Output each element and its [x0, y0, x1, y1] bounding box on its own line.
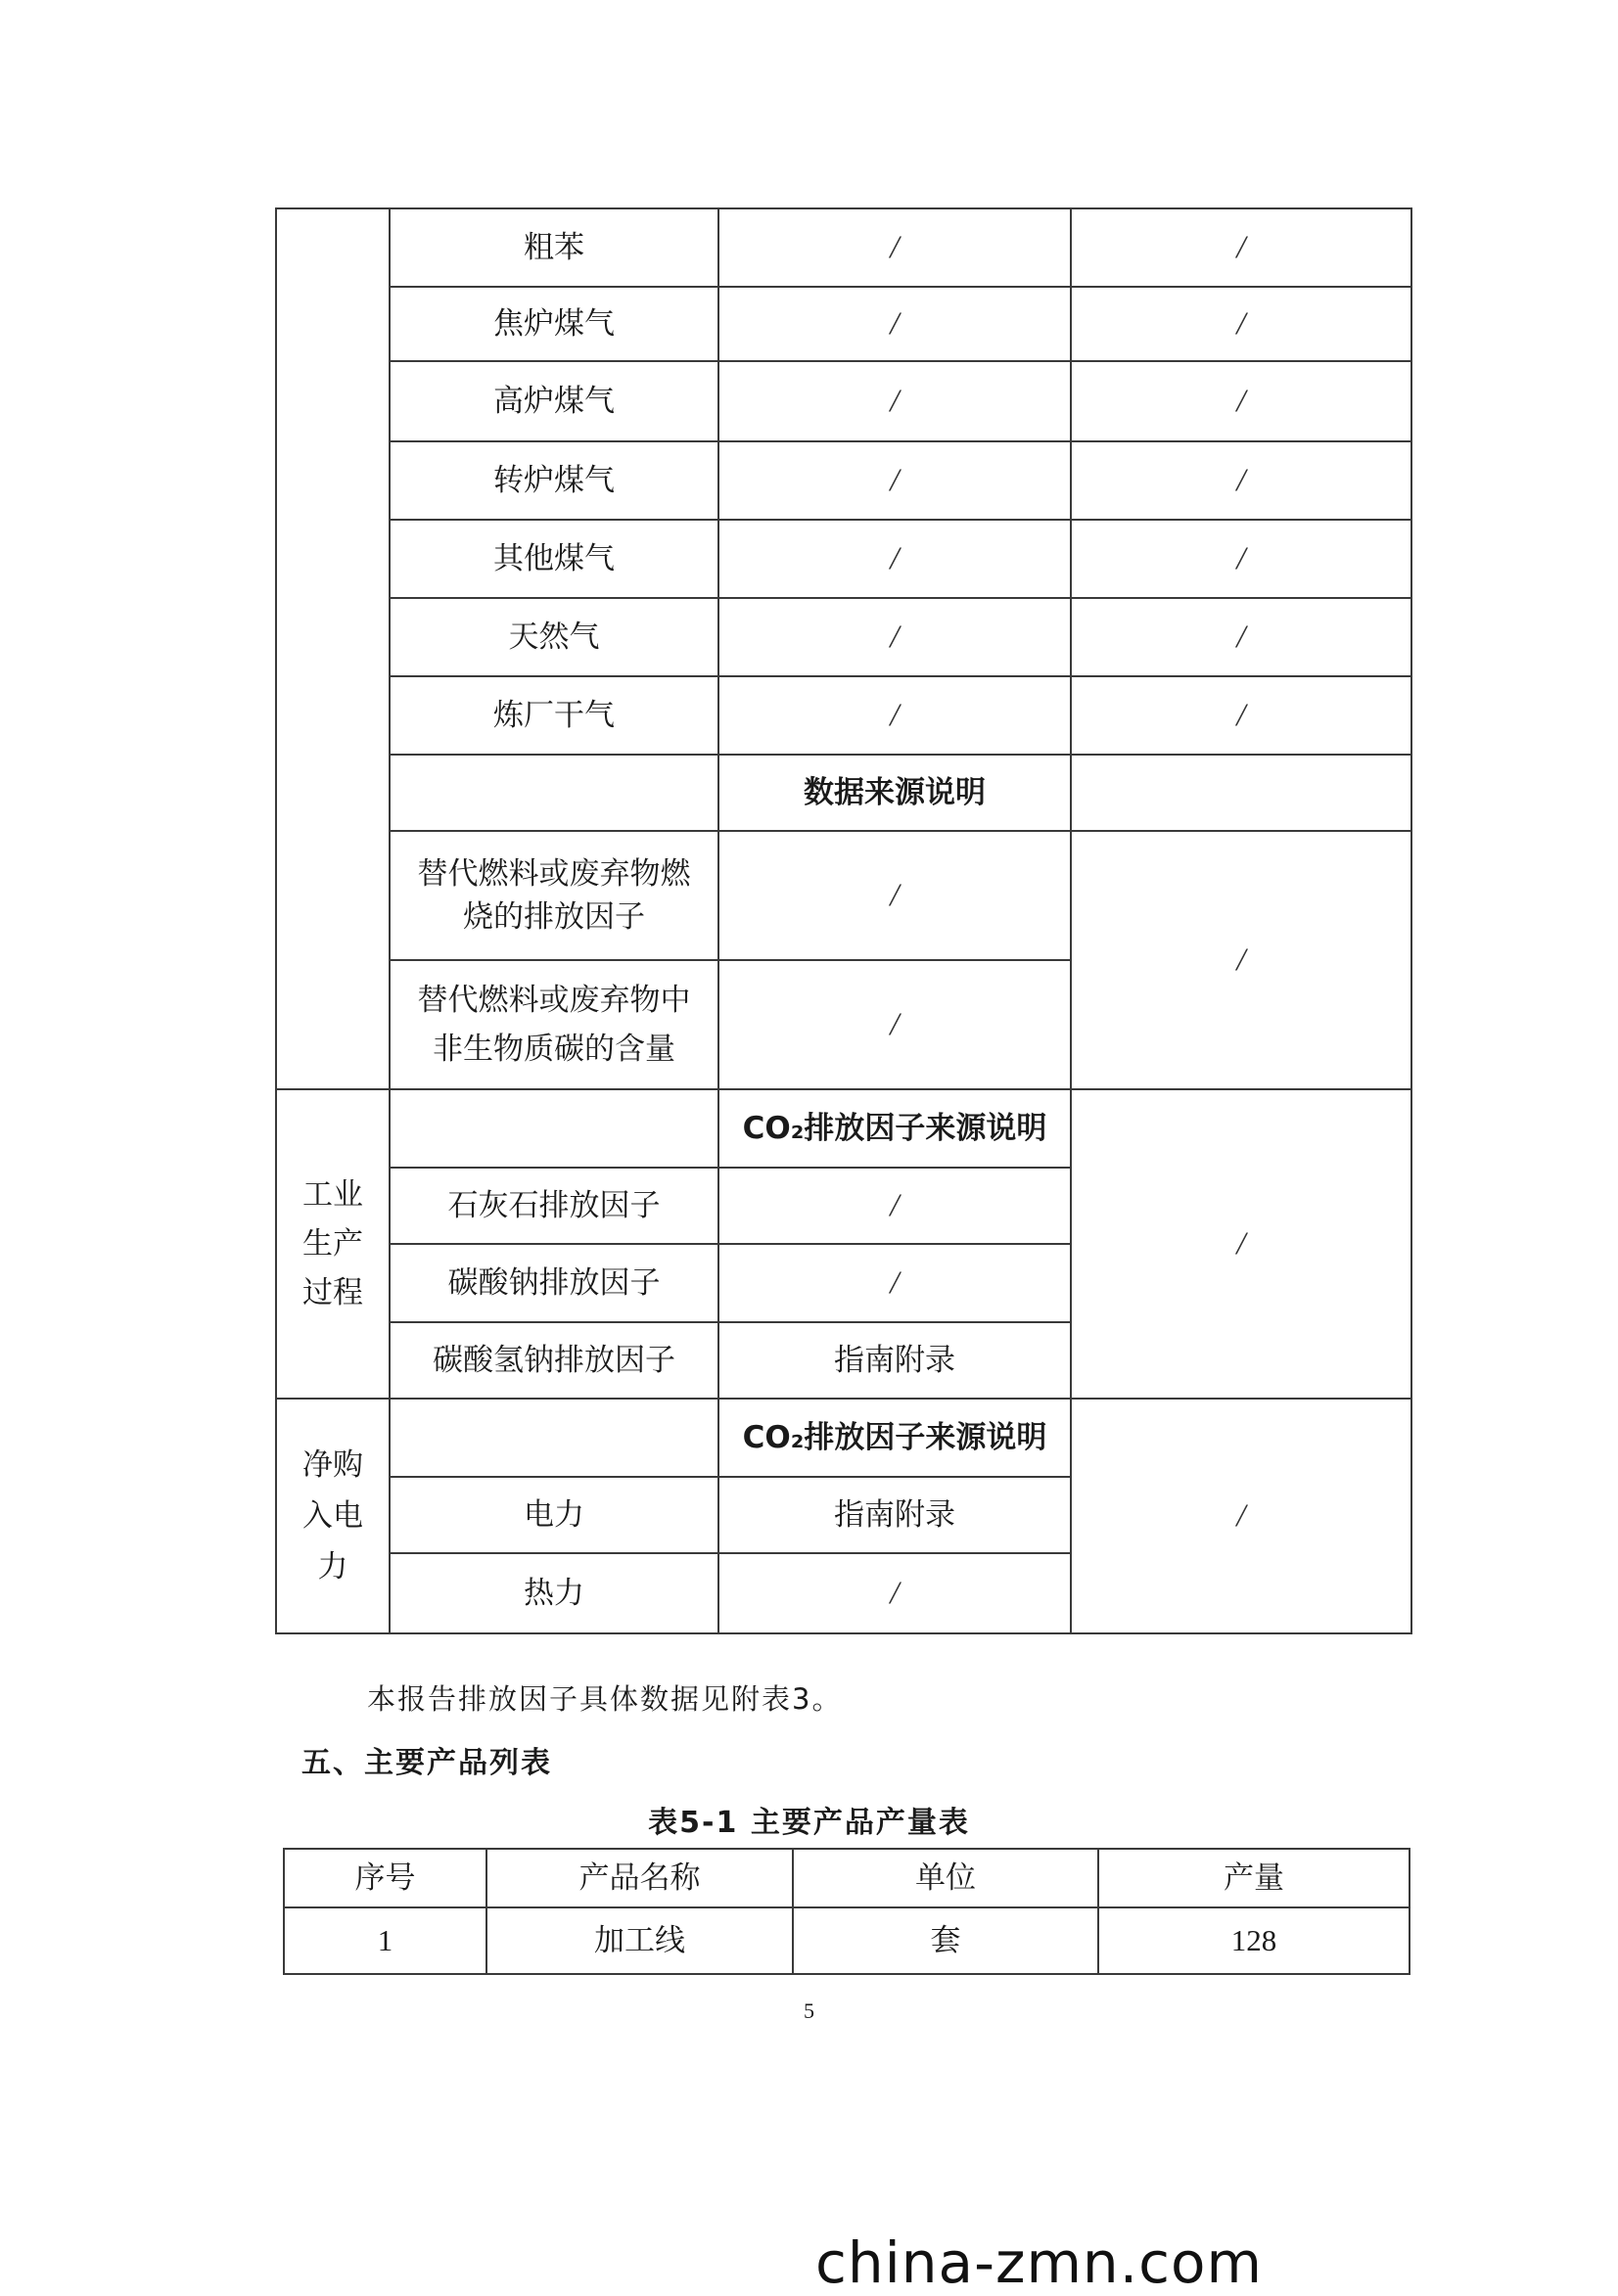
table-row [276, 441, 1411, 520]
table-row [276, 676, 1411, 755]
category-cell-blank [276, 208, 390, 1089]
product-unit: 套 [793, 1907, 1098, 1974]
table-caption: 表5-1 主要产品产量表 [648, 1806, 970, 1840]
value-cell: / [718, 1553, 1071, 1633]
value-cell: 指南附录 [718, 1477, 1071, 1553]
alt-fuel-name: 替代燃料或废弃物燃烧的排放因子 [390, 831, 718, 960]
factor-name: 电力 [390, 1477, 718, 1553]
product-table [283, 1848, 1410, 1975]
value-cell: / [1071, 520, 1411, 598]
alt-fuel-name: 替代燃料或废弃物中非生物质碳的含量 [390, 960, 718, 1089]
page-number: 5 [804, 1998, 814, 2023]
table-row [284, 1907, 1410, 1974]
table-row [276, 1089, 1411, 1168]
factor-name: 石灰石排放因子 [390, 1168, 718, 1244]
fuel-name: 高炉煤气 [390, 361, 718, 441]
fuel-name: 焦炉煤气 [390, 287, 718, 361]
column-header: 序号 [284, 1849, 486, 1907]
section-heading: 五、主要产品列表 [301, 1746, 552, 1780]
product-name: 加工线 [486, 1907, 793, 1974]
category-label: 净购入电力 [276, 1399, 390, 1633]
value-cell: / [718, 441, 1071, 520]
fuel-name: 炼厂干气 [390, 676, 718, 755]
value-cell: / [718, 1244, 1071, 1322]
merged-value-cell: / [1071, 831, 1411, 1089]
empty-cell [390, 1399, 718, 1477]
column-header: 产量 [1098, 1849, 1410, 1907]
row-number: 1 [284, 1907, 486, 1974]
watermark: china-zmn.com [815, 2229, 1264, 2296]
merged-value-cell: / [1071, 1089, 1411, 1399]
source-header: CO₂排放因子来源说明 [718, 1399, 1071, 1477]
value-cell: / [1071, 676, 1411, 755]
value-cell: / [718, 361, 1071, 441]
value-cell: / [1071, 361, 1411, 441]
table-row [276, 361, 1411, 441]
value-cell: / [1071, 287, 1411, 361]
value-cell: / [1071, 441, 1411, 520]
column-header: 产品名称 [486, 1849, 793, 1907]
column-header: 单位 [793, 1849, 1098, 1907]
category-label: 工业生产过程 [276, 1089, 390, 1399]
source-header: CO₂排放因子来源说明 [718, 1089, 1071, 1168]
empty-cell [390, 755, 718, 831]
value-cell: / [718, 287, 1071, 361]
table-row [276, 755, 1411, 831]
table-row [276, 208, 1411, 287]
factor-name: 碳酸氢钠排放因子 [390, 1322, 718, 1399]
emission-factor-table [275, 207, 1412, 1634]
fuel-name: 天然气 [390, 598, 718, 676]
value-cell: / [718, 960, 1071, 1089]
fuel-name: 粗苯 [390, 208, 718, 287]
table-row [276, 831, 1411, 960]
merged-value-cell: / [1071, 1399, 1411, 1633]
table-row [276, 598, 1411, 676]
value-cell: / [718, 598, 1071, 676]
empty-cell [1071, 755, 1411, 831]
note-text: 本报告排放因子具体数据见附表3。 [367, 1682, 843, 1716]
table-row [276, 520, 1411, 598]
value-cell: / [718, 208, 1071, 287]
value-cell: / [718, 520, 1071, 598]
table-row [276, 287, 1411, 361]
value-cell: / [718, 1168, 1071, 1244]
fuel-name: 转炉煤气 [390, 441, 718, 520]
data-source-header: 数据来源说明 [718, 755, 1071, 831]
table-header-row [284, 1849, 1410, 1907]
value-cell: / [718, 831, 1071, 960]
value-cell: 指南附录 [718, 1322, 1071, 1399]
value-cell: / [1071, 208, 1411, 287]
empty-cell [390, 1089, 718, 1168]
value-cell: / [718, 676, 1071, 755]
product-quantity: 128 [1098, 1907, 1410, 1974]
factor-name: 热力 [390, 1553, 718, 1633]
table-row [276, 1399, 1411, 1477]
factor-name: 碳酸钠排放因子 [390, 1244, 718, 1322]
value-cell: / [1071, 598, 1411, 676]
fuel-name: 其他煤气 [390, 520, 718, 598]
